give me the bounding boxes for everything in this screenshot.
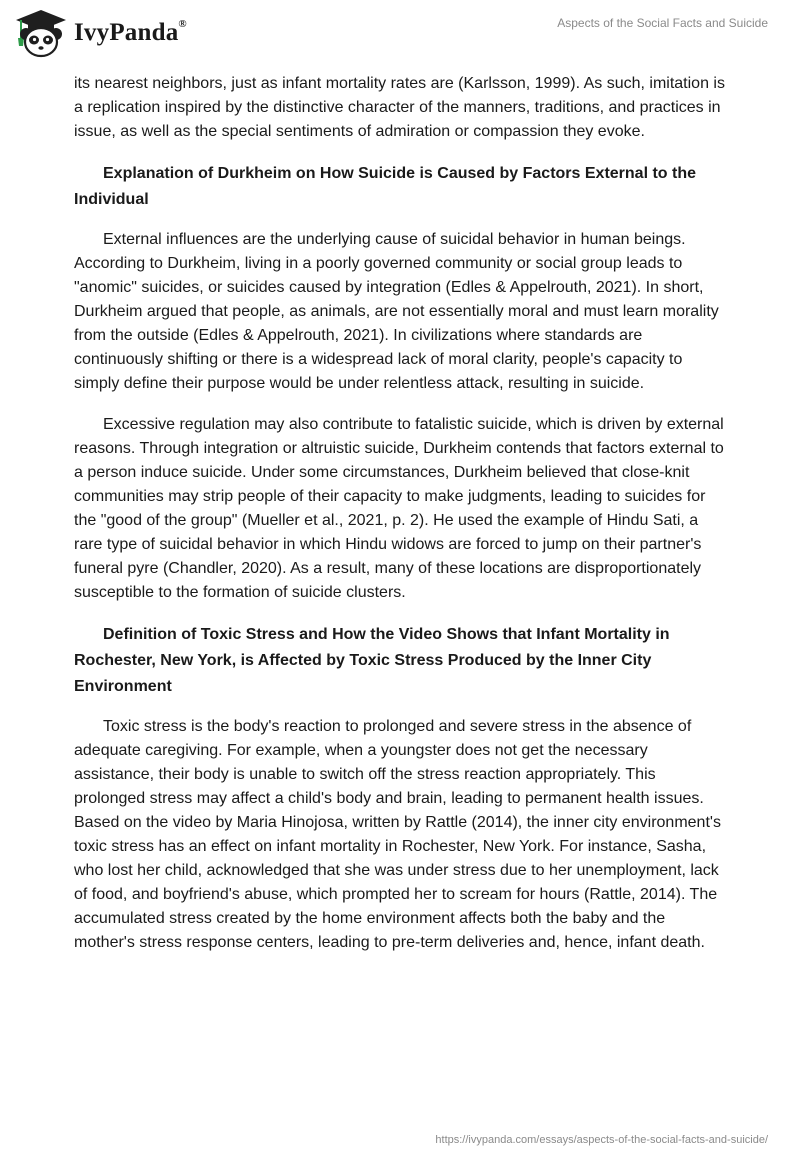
brand-logo[interactable] [14, 8, 187, 58]
source-url[interactable]: https://ivypanda.com/essays/aspects-of-the-social-facts-and-suicide/ [435, 1134, 768, 1146]
section-heading-toxic-stress: Definition of Toxic Stress and How the Video Shows that Infant Mortality in Rochester, New York, is Affected by Toxic Stress Produced by the Inner City Environment [74, 626, 670, 695]
essay-body [74, 72, 728, 972]
paragraph-toxic-stress: Toxic stress is the body's reaction to prolonged and severe stress in the absence of adequate caregiving. For example, when a youngster does not get the necessary assistance, their body is unable to switch off the stress reaction appropriately. This prolonged stress may affect a child's body and brain, leading to permanent health issues. Based on the video by Maria Hinojosa, written by Rattle (2014), the inner city environment's toxic stress has an effect on infant mortality in Rochester, New York. For instance, Sasha, who lost her child, acknowledged that she was under stress due to her unemployment, lack of food, and boyfriend's abuse, which prompted her to scream for hours (Rattle, 2014). The accumulated stress created by the home environment affects both the baby and the mother's stress response centers, leading to pre-term deliveries and, hence, infant death. [74, 718, 721, 951]
paragraph-intro: its nearest neighbors, just as infant mortality rates are (Karlsson, 1999). As such, imitation is a replication inspired by the distinctive character of the manners, traditions, and practices in issue, as well as the special sentiments of admiration or compassion they evoke. [74, 75, 725, 140]
brand-name: IvyPanda® [74, 17, 187, 46]
paragraph-external-influences: External influences are the underlying cause of suicidal behavior in human beings. According to Durkheim, living in a poorly governed community or social group leads to "anomic" suicides, or suicides caused by integration (Edles & Appelrouth, 2021). In short, Durkheim argued that people, as animals, are not essentially moral and must learn morality from the outside (Edles & Appelrouth, 2021). In civilizations where standards are continuously shifting or there is a widespread lack of moral clarity, people's capacity to simply define their purpose would be under relentless attack, resulting in suicide. [74, 231, 719, 392]
section-heading-durkheim: Explanation of Durkheim on How Suicide is Caused by Factors External to the Individual [74, 165, 696, 208]
page-header [0, 0, 800, 64]
document-title: Aspects of the Social Facts and Suicide [557, 16, 768, 30]
paragraph-excessive-regulation: Excessive regulation may also contribute to fatalistic suicide, which is driven by external reasons. Through integration or altruistic suicide, Durkheim contends that factors external to a person induce suicide. Under some circumstances, Durkheim believed that close-knit communities may strip people of their capacity to make judgments, leading to suicides for the "good of the group" (Mueller et al., 2021, p. 2). He used the example of Hindu Sati, a rare type of suicidal behavior in which Hindu widows are forced to jump on their partner's funeral pyre (Chandler, 2020). As a result, many of these locations are disproportionately susceptible to the formation of suicide clusters. [74, 416, 724, 601]
panda-graduate-icon [14, 8, 68, 58]
